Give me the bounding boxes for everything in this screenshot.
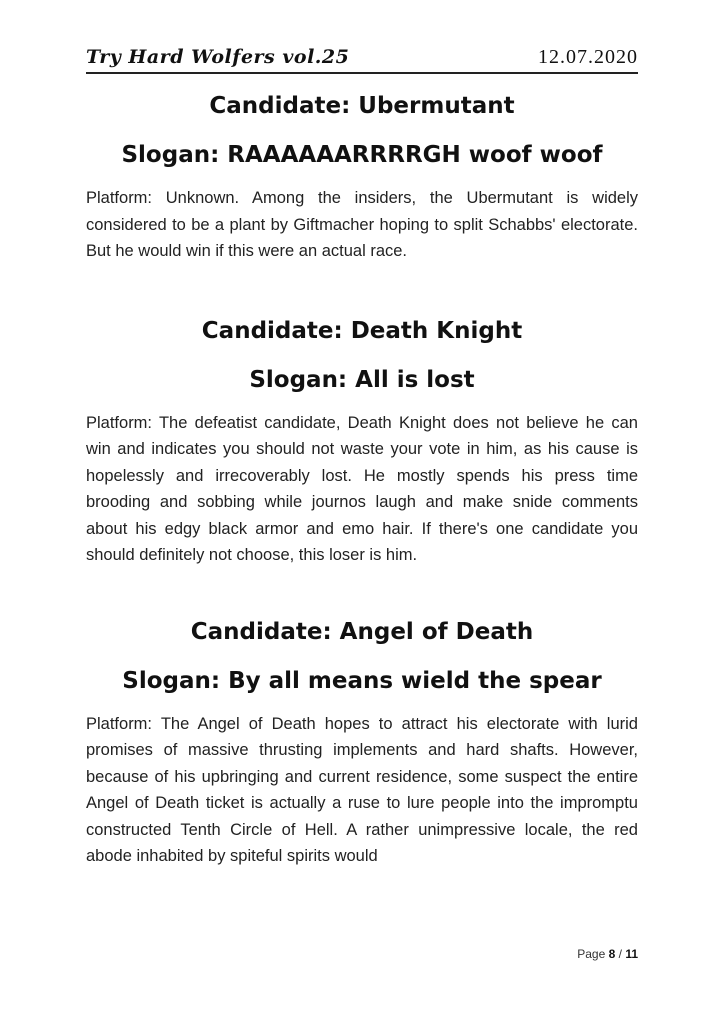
platform-paragraph: Platform: Unknown. Among the insiders, the Ubermutant is widely considered to be a plant by Giftmacher hoping to split Schabbs' electorate. But he would win if this were an actual race. (86, 189, 638, 260)
slogan-heading: Slogan: By all means wield the spear (122, 667, 602, 694)
platform-paragraph: Platform: The defeatist candidate, Death Knight does not believe he can win and indicates you should not waste your vote in him, as his cause is hopelessly and irrecoverably lost. He mostly spends his press time brooding and sobbing while journos laugh and make snide comments about his edgy black armor and emo hair. If there's one candidate you should definitely not choose, this loser is him. (86, 413, 638, 564)
candidate-section-ubermutant (86, 84, 638, 265)
slogan-heading: Slogan: All is lost (249, 366, 475, 393)
total-pages: 11 (625, 947, 638, 961)
issue-date: 12.07.2020 (538, 46, 638, 68)
document-body (86, 84, 638, 870)
current-page: 8 (608, 947, 616, 961)
page-header (86, 42, 638, 74)
page-number (577, 947, 638, 961)
candidate-heading: Candidate: Angel of Death (190, 618, 534, 645)
candidate-section-death-knight (86, 309, 638, 569)
slogan-heading: Slogan: RAAAAAARRRRGH woof woof (121, 142, 603, 168)
candidate-section-angel-of-death (86, 610, 638, 870)
page-label: Page (577, 947, 606, 961)
page-separator: / (618, 947, 622, 961)
candidate-heading: Candidate: Ubermutant (209, 93, 515, 119)
platform-paragraph: Platform: The Angel of Death hopes to attract his electorate with lurid promises of massive thrusting implements and hard shafts. However, because of his upbringing and current residence, some suspect the entire Angel of Death ticket is actually a ruse to lure people into the impromptu constructed Tenth Circle of Hell. A rather unimpressive locale, the red abode inhabited by spiteful spirits would (86, 714, 638, 865)
candidate-heading: Candidate: Death Knight (201, 317, 523, 344)
newsletter-title: Try Hard Wolfers vol.25 (86, 46, 350, 68)
